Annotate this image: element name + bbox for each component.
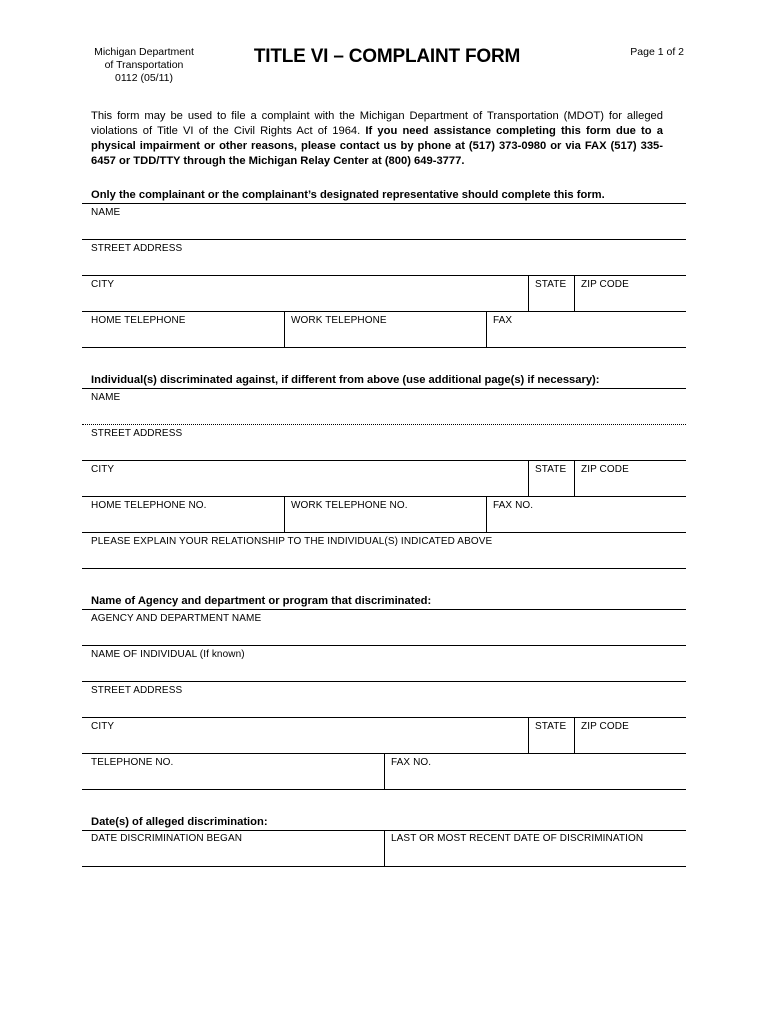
s4-date-began-field[interactable]: DATE DISCRIMINATION BEGAN (91, 833, 243, 844)
s2-work-telephone-field[interactable]: WORK TELEPHONE NO. (291, 500, 408, 511)
divider (574, 275, 575, 311)
agency-block (82, 46, 206, 85)
rule (82, 789, 686, 790)
s2-zip-field[interactable]: ZIP CODE (581, 464, 629, 475)
intro-assistance-text: If you need assistance completing this form due to a physical impairment or other reasons, please contact us by phone at (517) 373-0980 or via FAX (517) 335-6457 or TDD/TTY through the Michigan Relay Center at (800) 649-3777. (91, 125, 663, 167)
section1-heading: Only the complainant or the complainant’s designated representative should complete this form. (91, 189, 605, 201)
rule (82, 460, 686, 461)
s4-most-recent-date-field[interactable]: LAST OR MOST RECENT DATE OF DISCRIMINATION (391, 833, 644, 844)
section2-top-rule (82, 388, 686, 389)
section3-heading: Name of Agency and department or program that discriminated: (91, 595, 432, 607)
rule (82, 717, 686, 718)
rule (82, 275, 686, 276)
rule (82, 681, 686, 682)
page-number: Page 1 of 2 (630, 46, 684, 58)
s2-state-field[interactable]: STATE (535, 464, 567, 475)
s1-state-field[interactable]: STATE (535, 279, 567, 290)
s3-fax-field[interactable]: FAX NO. (391, 757, 432, 768)
rule (82, 866, 686, 867)
rule (82, 347, 686, 348)
section4-heading: Date(s) of alleged discrimination: (91, 816, 268, 828)
divider (284, 311, 285, 347)
s2-city-field[interactable]: CITY (91, 464, 115, 475)
intro-plain-text: This form may be used to file a complaint with the Michigan Department of Transportation (MDOT) for alleged violations of Title VI of the Civil Rights Act of 1964. (91, 110, 663, 137)
s1-name-field[interactable]: NAME (91, 207, 121, 218)
s2-fax-field[interactable]: FAX NO. (493, 500, 534, 511)
divider (528, 717, 529, 753)
divider (574, 460, 575, 496)
s1-home-telephone-field[interactable]: HOME TELEPHONE (91, 315, 186, 326)
s3-city-field[interactable]: CITY (91, 721, 115, 732)
s1-work-telephone-field[interactable]: WORK TELEPHONE (291, 315, 387, 326)
s3-telephone-field[interactable]: TELEPHONE NO. (91, 757, 174, 768)
s3-individual-field[interactable]: NAME OF INDIVIDUAL (If known) (91, 649, 245, 660)
s3-street-field[interactable]: STREET ADDRESS (91, 685, 183, 696)
rule (82, 239, 686, 240)
rule (82, 568, 686, 569)
intro-paragraph (91, 109, 663, 169)
s1-zip-field[interactable]: ZIP CODE (581, 279, 629, 290)
rule (82, 311, 686, 312)
rule (82, 645, 686, 646)
agency-name-line2: of Transportation (104, 59, 184, 71)
s2-street-field[interactable]: STREET ADDRESS (91, 428, 183, 439)
rule (82, 496, 686, 497)
divider (486, 311, 487, 347)
divider (574, 717, 575, 753)
section1-top-rule (82, 203, 686, 204)
s2-relationship-field[interactable]: PLEASE EXPLAIN YOUR RELATIONSHIP TO THE INDIVIDUAL(S) INDICATED ABOVE (91, 536, 493, 547)
form-title: TITLE VI – COMPLAINT FORM (253, 46, 521, 67)
s3-state-field[interactable]: STATE (535, 721, 567, 732)
s1-fax-field[interactable]: FAX (493, 315, 513, 326)
divider (528, 275, 529, 311)
s2-name-field[interactable]: NAME (91, 392, 121, 403)
s2-home-telephone-field[interactable]: HOME TELEPHONE NO. (91, 500, 207, 511)
section3-top-rule (82, 609, 686, 610)
s3-agency-field[interactable]: AGENCY AND DEPARTMENT NAME (91, 613, 262, 624)
form-code: 0112 (05/11) (115, 72, 173, 84)
divider (528, 460, 529, 496)
s1-city-field[interactable]: CITY (91, 279, 115, 290)
divider (384, 830, 385, 866)
s3-zip-field[interactable]: ZIP CODE (581, 721, 629, 732)
divider (284, 496, 285, 532)
divider (486, 496, 487, 532)
s1-street-field[interactable]: STREET ADDRESS (91, 243, 183, 254)
divider (384, 753, 385, 789)
section2-heading: Individual(s) discriminated against, if different from above (use additional page(s) if necessary): (91, 374, 600, 386)
agency-name-line1: Michigan Department (94, 46, 194, 58)
rule (82, 424, 686, 425)
rule (82, 532, 686, 533)
